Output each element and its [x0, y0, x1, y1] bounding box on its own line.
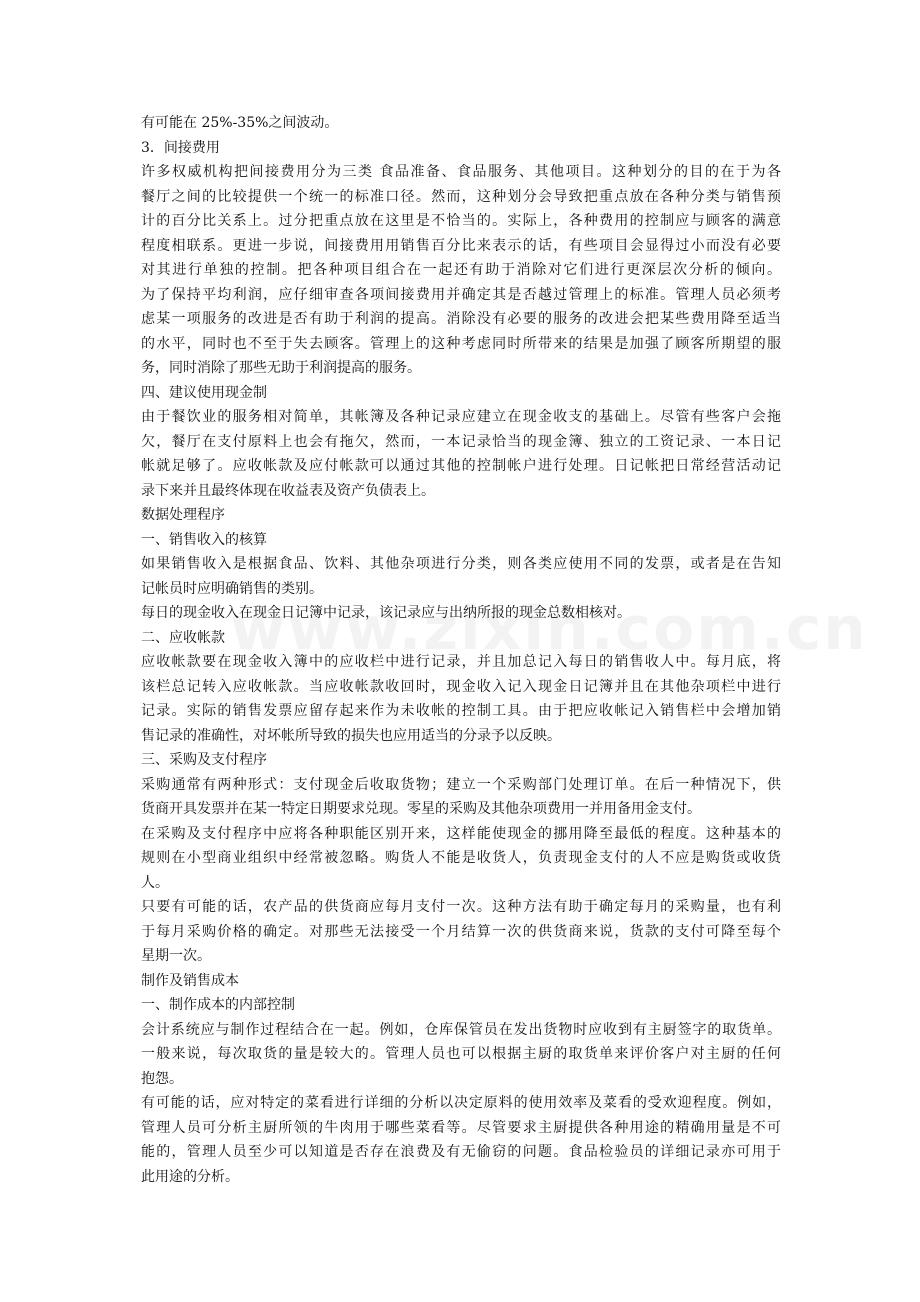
text-line: 此用途的分析。	[141, 1168, 239, 1185]
text-line: 一、销售收入的核算	[141, 531, 267, 548]
text-line: 如果销售收入是根据食品、饮料、其他杂项进行分类，则各类应使用不同的发票，或者是在告知	[141, 556, 781, 572]
text-line: 货商开具发票并在某一特定日期要求兑现。零星的采购及其他杂项费用一并用备用金支付。	[141, 801, 701, 817]
text-line: 记帐员时应明确销售的类别。	[141, 580, 323, 597]
text-line: 程度相联系。更进一步说，间接费用用销售百分比来表示的话，有些项目会显得过小而没有必要	[141, 237, 781, 254]
text-line: 一般来说，每次取货的量是较大的。管理人员也可以根据主厨的取货单来评价客户对主厨的任何	[141, 1046, 781, 1062]
text-line: 帐就足够了。应收帐款及应付帐款可以通过其他的控制帐户进行处理。日记帐把日常经营活动记	[141, 458, 781, 474]
text-line: 在采购及支付程序中应将各种职能区别开来，这样能使现金的挪用降至最低的程度。这种基本的	[141, 825, 781, 842]
text-line: 能的，管理人员至少可以知道是否存在浪费及有无偷窃的问题。食品检验员的详细记录亦可用于	[141, 1144, 781, 1160]
text-line: 星期一次。	[141, 948, 211, 964]
text-line: 有可能的话，应对特定的菜看进行详细的分析以决定原料的使用效率及菜看的受欢迎程度。例如，	[141, 1095, 781, 1111]
text-line: 务，同时消除了那些无助于利润提高的服务。	[141, 360, 421, 376]
text-line: 于每月采购价格的确定。对那些无法接受一个月结算一次的供货商来说，货款的支付可降至每个	[141, 923, 781, 940]
text-line: 制作及销售成本	[141, 972, 239, 989]
text-line: 规则在小型商业组织中经常被忽略。购货人不能是收货人，负责现金支付的人不应是购货或收货	[141, 850, 781, 866]
text-line: 为了保持平均利润，应仔细审查各项间接费用并确定其是否越过管理上的标准。管理人员必须考	[141, 286, 781, 303]
text-line: 数据处理程序	[141, 507, 225, 523]
text-line: 虑某一项服务的改进是否有助于利润的提高。消除没有必要的服务的改进会把某些费用降至适当	[141, 311, 781, 327]
text-line: 对其进行单独的控制。把各种项目组合在一起还有助于消除对它们进行更深层次分析的倾向。	[141, 262, 781, 278]
text-line: 会计系统应与制作过程结合在一起。例如，仓库保管员在发出货物时应收到有主厨签字的取货单。	[141, 1021, 781, 1038]
text-line: 的水平，同时也不至于失去顾客。管理上的这种考虑同时所带来的结果是加强了顾客所期望的服	[141, 335, 781, 352]
text-line: 抱怨。	[141, 1070, 183, 1087]
text-line: 三、采购及支付程序	[141, 752, 267, 768]
text-line: 餐厅之间的比较提供一个统一的标准口径。然而，这种划分会导致把重点放在各种分类与销售预	[141, 188, 781, 205]
text-line: 由于餐饮业的服务相对简单，其帐簿及各种记录应建立在现金收支的基础上。尽管有些客户会拖	[141, 409, 781, 425]
text-line: 许多权威机构把间接费用分为三类 食品准备、食品服务、其他项目。这种划分的目的在于为各	[141, 164, 781, 180]
text-line: 四、建议使用现金制	[141, 384, 267, 401]
text-line: 人。	[141, 874, 169, 891]
text-line: 该栏总记转入应收帐款。当应收帐款收回时，现金收入记入现金日记簿并且在其他杂项栏中进行	[141, 678, 781, 695]
text-line: 3．间接费用	[141, 139, 220, 156]
document-body	[141, 111, 781, 1189]
text-line: 计的百分比关系上。过分把重点放在这里是不恰当的。实际上，各种费用的控制应与顾客的满意	[141, 213, 781, 229]
text-line: 管理人员可分析主厨所领的牛肉用于哪些菜看等。尽管要求主厨提供各种用途的精确用量是不可	[141, 1119, 781, 1136]
text-line: 应收帐款要在现金收入簿中的应收栏中进行记录，并且加总记入每日的销售收人中。每月底，将	[141, 654, 781, 670]
text-line: 欠，餐厅在支付原料上也会有拖欠，然而，一本记录恰当的现金簿、独立的工资记录、一本日记	[141, 433, 781, 450]
text-line: 采购通常有两种形式：支付现金后收取货物；建立一个采购部门处理订单。在后一种情况下，供	[141, 776, 781, 793]
text-line: 售记录的准确性，对坏帐所导致的损失也应用适当的分录予以反映。	[141, 727, 561, 744]
text-line: 每日的现金收入在现金日记簿中记录，该记录应与出纳所报的现金总数相核对。	[141, 605, 631, 621]
text-line: 二、应收帐款	[141, 629, 225, 646]
text-line: 记录。实际的销售发票应留存起来作为未收帐的控制工具。由于把应收帐记入销售栏中会增加销	[141, 703, 781, 719]
text-line: 录下来并且最终体现在收益表及资产负债表上。	[141, 482, 435, 499]
text-line: 有可能在 25%-35%之间波动。	[141, 115, 339, 131]
text-line: 只要有可能的话，农产品的供货商应每月支付一次。这种方法有助于确定每月的采购量，也有利	[141, 899, 781, 915]
text-line: 一、制作成本的内部控制	[141, 997, 295, 1013]
